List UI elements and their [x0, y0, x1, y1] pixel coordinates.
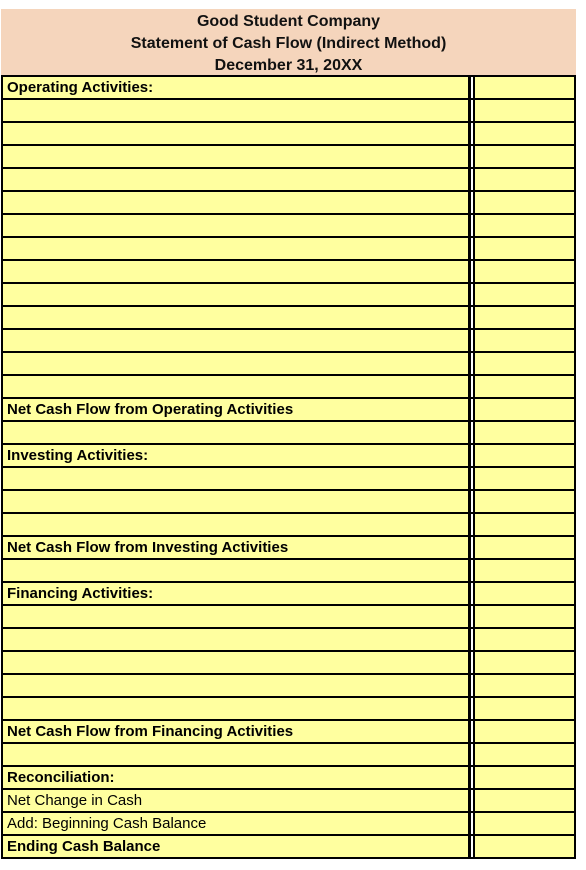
- table-row: [3, 238, 576, 261]
- table-row: [3, 100, 576, 123]
- row-label-cell[interactable]: [3, 606, 471, 627]
- row-amount-cell[interactable]: [473, 744, 576, 765]
- table-row: [3, 353, 576, 376]
- table-row: [3, 790, 576, 813]
- cash-flow-statement: [1, 9, 576, 859]
- row-amount-cell[interactable]: [473, 169, 576, 190]
- row-label-cell[interactable]: [3, 468, 471, 489]
- row-amount-cell[interactable]: [473, 767, 576, 788]
- row-label-cell[interactable]: [3, 192, 471, 213]
- row-amount-cell[interactable]: [473, 652, 576, 673]
- row-label-cell[interactable]: [3, 100, 471, 121]
- row-label-cell[interactable]: Operating Activities:: [3, 77, 471, 98]
- row-label-cell[interactable]: [3, 652, 471, 673]
- row-label-cell[interactable]: Add: Beginning Cash Balance: [3, 813, 471, 834]
- row-amount-cell[interactable]: [473, 560, 576, 581]
- row-amount-cell[interactable]: [473, 146, 576, 167]
- row-amount-cell[interactable]: [473, 491, 576, 512]
- table-row: [3, 169, 576, 192]
- row-amount-cell[interactable]: [473, 537, 576, 558]
- row-amount-cell[interactable]: [473, 422, 576, 443]
- row-amount-cell[interactable]: [473, 307, 576, 328]
- row-label-cell[interactable]: [3, 560, 471, 581]
- row-label-cell[interactable]: [3, 376, 471, 397]
- table-row: [3, 123, 576, 146]
- row-amount-cell[interactable]: [473, 215, 576, 236]
- table-row: [3, 215, 576, 238]
- row-amount-cell[interactable]: [473, 100, 576, 121]
- row-label-cell[interactable]: Investing Activities:: [3, 445, 471, 466]
- row-label-cell[interactable]: [3, 422, 471, 443]
- table-row: [3, 261, 576, 284]
- table-row: [3, 675, 576, 698]
- row-label-cell[interactable]: [3, 284, 471, 305]
- table-row: [3, 192, 576, 215]
- row-label-cell[interactable]: Net Cash Flow from Financing Activities: [3, 721, 471, 742]
- table-row: [3, 146, 576, 169]
- row-amount-cell[interactable]: [473, 77, 576, 98]
- table-row: [3, 468, 576, 491]
- table-row: [3, 744, 576, 767]
- row-amount-cell[interactable]: [473, 330, 576, 351]
- table-row: [3, 514, 576, 537]
- row-label-cell[interactable]: Reconciliation:: [3, 767, 471, 788]
- table-row: [3, 491, 576, 514]
- row-label-cell[interactable]: [3, 353, 471, 374]
- table-row: [3, 721, 576, 744]
- table-row: [3, 583, 576, 606]
- table-row: [3, 422, 576, 445]
- row-amount-cell[interactable]: [473, 790, 576, 811]
- row-label-cell[interactable]: [3, 629, 471, 650]
- row-label-cell[interactable]: [3, 169, 471, 190]
- row-label-cell[interactable]: [3, 215, 471, 236]
- table-row: [3, 813, 576, 836]
- table-row: [3, 330, 576, 353]
- statement-header: [1, 9, 576, 75]
- row-label-cell[interactable]: [3, 123, 471, 144]
- row-label-cell[interactable]: [3, 491, 471, 512]
- row-amount-cell[interactable]: [473, 261, 576, 282]
- row-amount-cell[interactable]: [473, 698, 576, 719]
- row-label-cell[interactable]: [3, 698, 471, 719]
- row-label-cell[interactable]: [3, 307, 471, 328]
- row-label-cell[interactable]: [3, 238, 471, 259]
- table-row: [3, 284, 576, 307]
- row-amount-cell[interactable]: [473, 399, 576, 420]
- row-amount-cell[interactable]: [473, 629, 576, 650]
- row-amount-cell[interactable]: [473, 376, 576, 397]
- row-amount-cell[interactable]: [473, 721, 576, 742]
- row-label-cell[interactable]: [3, 744, 471, 765]
- statement-title: Statement of Cash Flow (Indirect Method): [130, 35, 447, 52]
- table-row: [3, 767, 576, 790]
- row-label-cell[interactable]: Financing Activities:: [3, 583, 471, 604]
- row-label-cell[interactable]: [3, 330, 471, 351]
- table-row: [3, 376, 576, 399]
- table-row: [3, 399, 576, 422]
- row-label-cell[interactable]: Ending Cash Balance: [3, 836, 471, 857]
- row-label-cell[interactable]: [3, 261, 471, 282]
- row-amount-cell[interactable]: [473, 123, 576, 144]
- row-amount-cell[interactable]: [473, 836, 576, 857]
- row-amount-cell[interactable]: [473, 813, 576, 834]
- row-amount-cell[interactable]: [473, 192, 576, 213]
- row-amount-cell[interactable]: [473, 353, 576, 374]
- table-row: [3, 307, 576, 330]
- table-row: [3, 836, 576, 859]
- row-amount-cell[interactable]: [473, 445, 576, 466]
- row-label-cell[interactable]: Net Change in Cash: [3, 790, 471, 811]
- row-label-cell[interactable]: Net Cash Flow from Investing Activities: [3, 537, 471, 558]
- row-label-cell[interactable]: [3, 514, 471, 535]
- row-label-cell[interactable]: [3, 675, 471, 696]
- table-row: [3, 652, 576, 675]
- table-row: [3, 77, 576, 100]
- statement-grid: [1, 75, 576, 859]
- row-label-cell[interactable]: [3, 146, 471, 167]
- statement-date: December 31, 20XX: [214, 57, 363, 74]
- company-name: Good Student Company: [196, 13, 381, 30]
- row-amount-cell[interactable]: [473, 675, 576, 696]
- table-row: [3, 537, 576, 560]
- table-row: [3, 629, 576, 652]
- row-label-cell[interactable]: Net Cash Flow from Operating Activities: [3, 399, 471, 420]
- row-amount-cell[interactable]: [473, 514, 576, 535]
- table-row: [3, 606, 576, 629]
- row-amount-cell[interactable]: [473, 583, 576, 604]
- table-row: [3, 698, 576, 721]
- row-amount-cell[interactable]: [473, 284, 576, 305]
- table-row: [3, 445, 576, 468]
- table-row: [3, 560, 576, 583]
- row-amount-cell[interactable]: [473, 606, 576, 627]
- row-amount-cell[interactable]: [473, 238, 576, 259]
- row-amount-cell[interactable]: [473, 468, 576, 489]
